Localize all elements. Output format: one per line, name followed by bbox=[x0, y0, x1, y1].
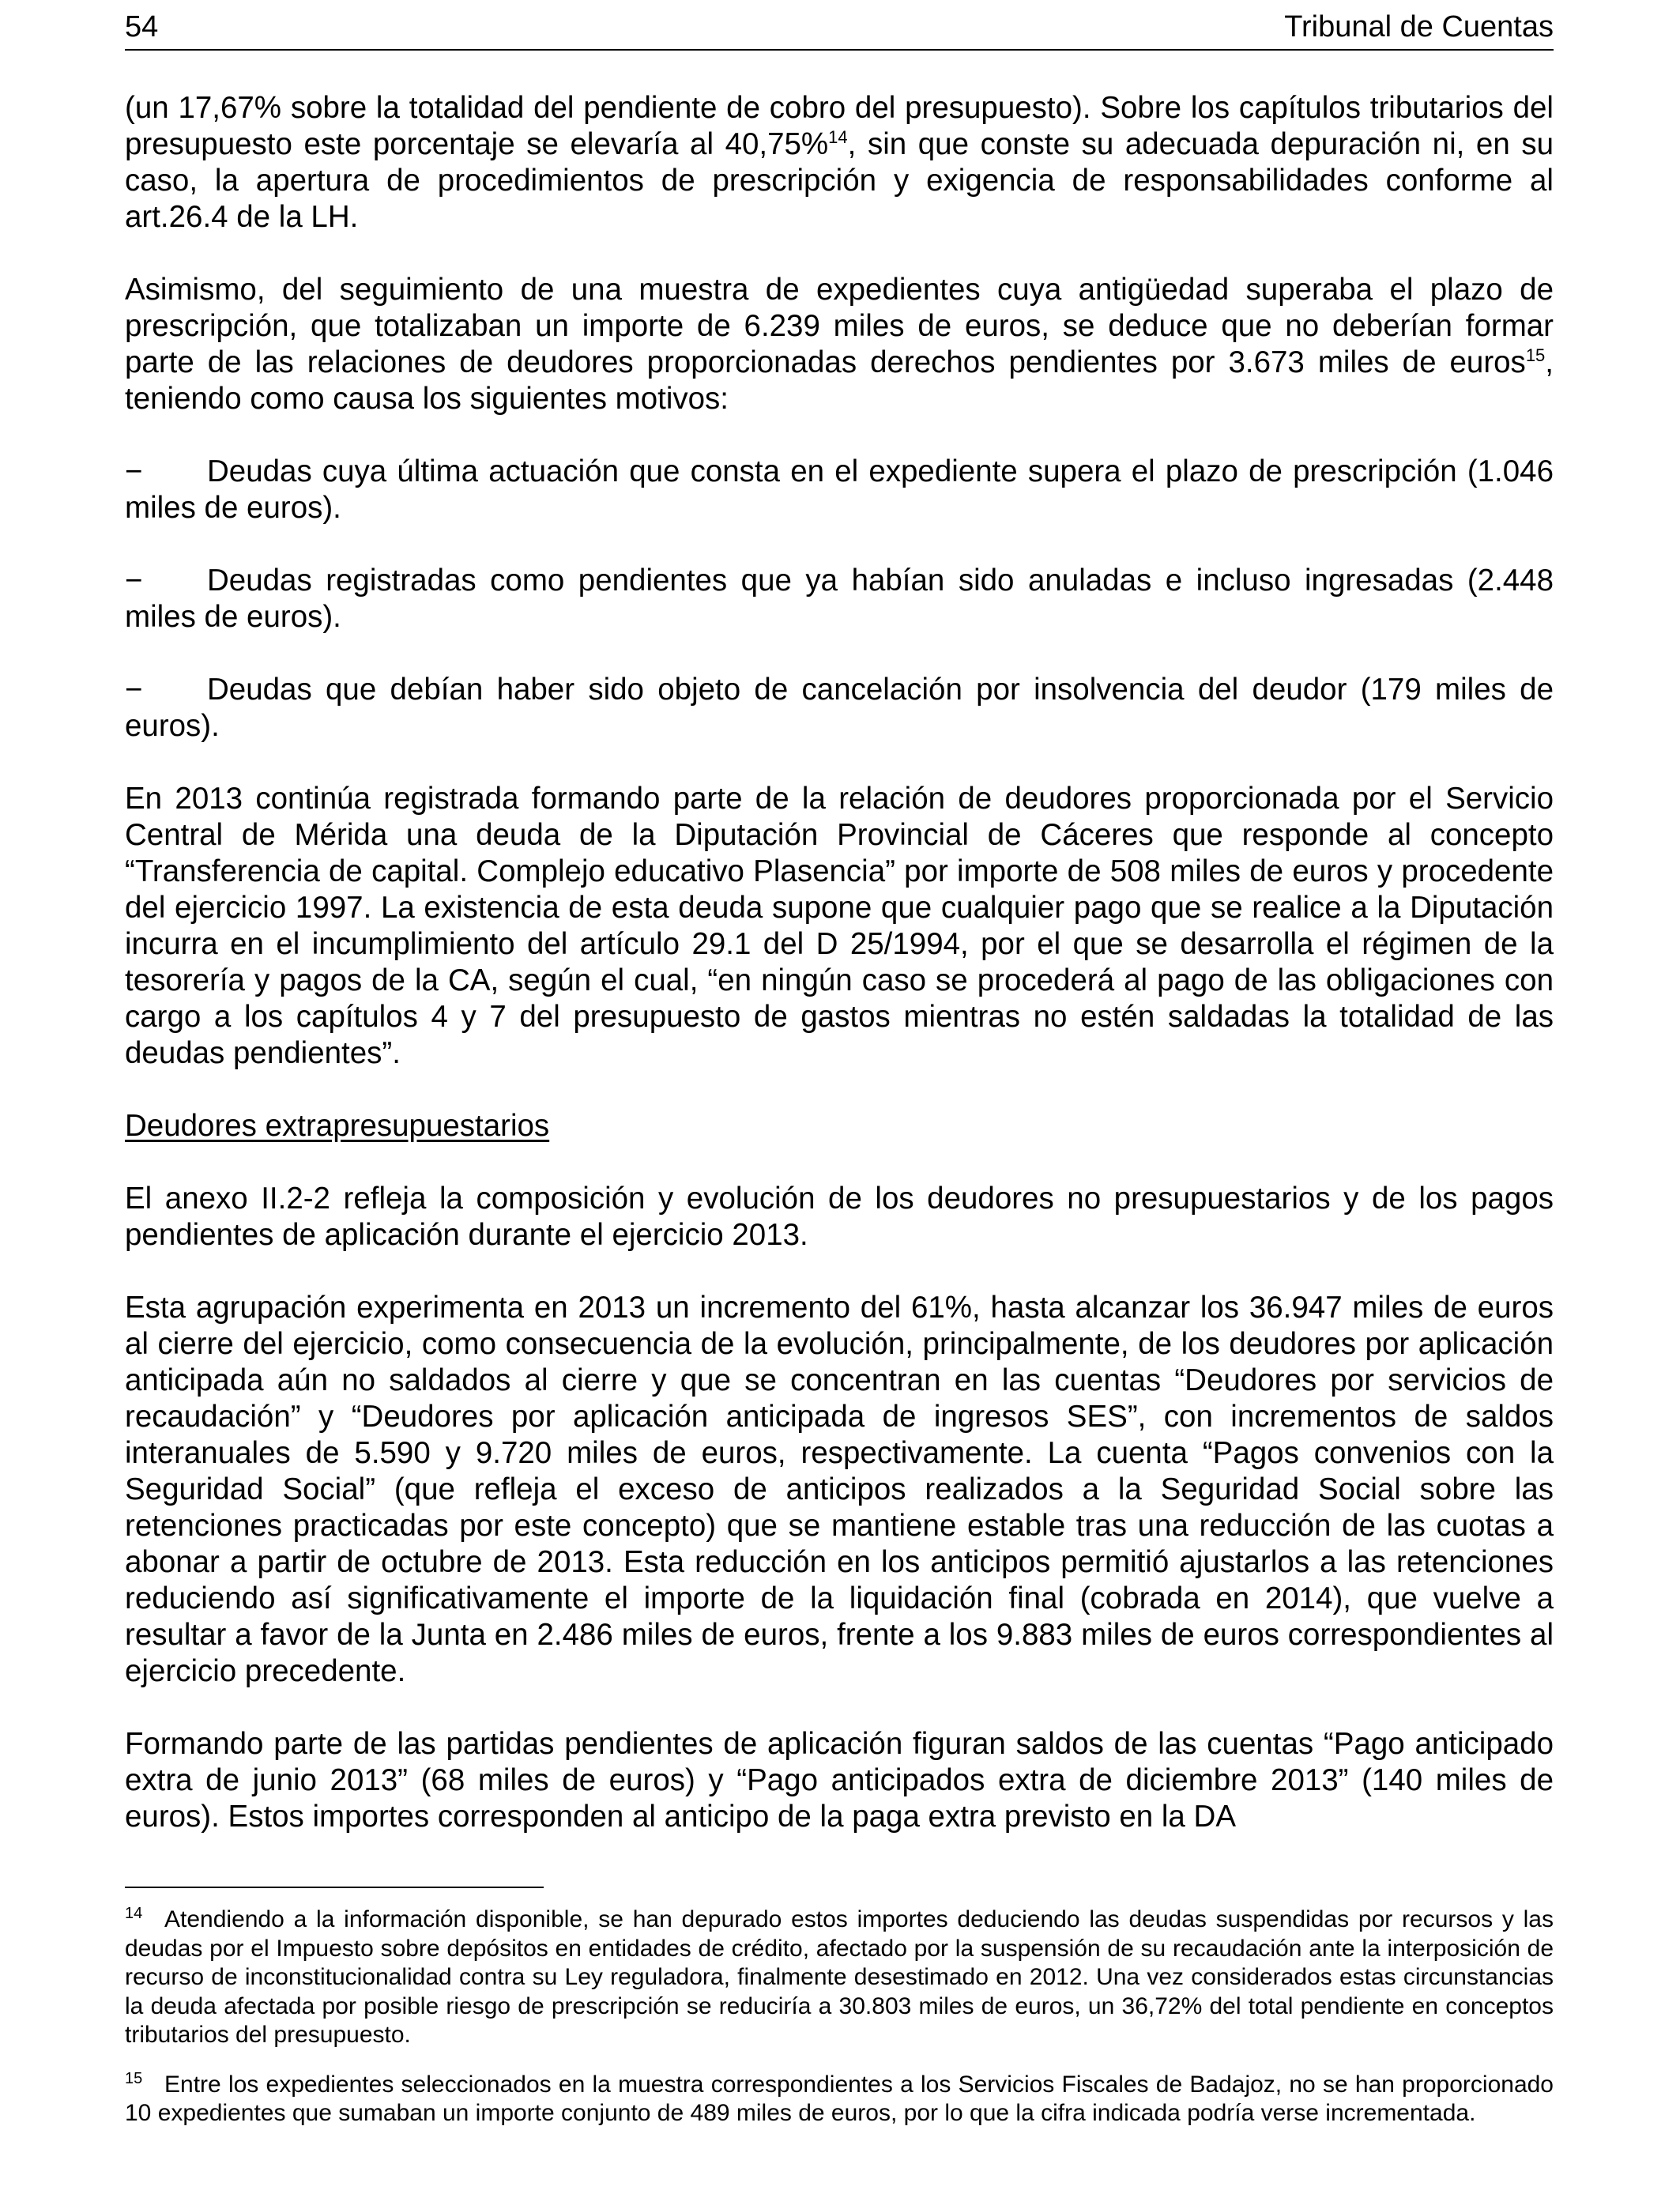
footnote-15: $^{15}$ Entre los expedientes seleccionados en la muestra correspondientes a los Servicios Fiscales de Badajoz, no se han proporcionado 10 expedientes que sumaban un importe conjunto de 489 miles de euros, por lo que la cifra indicada podría verse incrementada. bbox=[125, 2069, 1554, 2126]
list-item-1 bbox=[125, 454, 1554, 526]
page-header bbox=[125, 9, 1554, 51]
list-dash: − bbox=[125, 564, 143, 598]
section-heading-text: Deudores extrapresupuestarios bbox=[125, 1109, 550, 1143]
footnote-separator bbox=[125, 1887, 544, 1888]
paragraph-1-text-a: (un 17,67% sobre la totalidad del pendiente de cobro del presupuesto). Sobre los capítulos tributarios del presupuesto este porcentaje se elevaría al 40,75% bbox=[125, 91, 1554, 161]
list-item-2-text: Deudas registradas como pendientes que ya habían sido anuladas e incluso ingresadas (2.448 miles de euros). bbox=[125, 564, 1554, 634]
footnotes bbox=[125, 1906, 1554, 2149]
paragraph-4: El anexo II.2-2 refleja la composición y evolución de los deudores no presupuestarios y de los pagos pendientes de aplicación durante el ejercicio 2013. bbox=[125, 1182, 1554, 1252]
list-item-2 bbox=[125, 563, 1554, 635]
paragraph-1-text-b: , sin que conste su adecuada depuración ni, en su caso, la apertura de procedimientos de prescripción y exigencia de responsabilidades conforme al art.26.4 de la LH. bbox=[125, 127, 1554, 234]
section-heading bbox=[125, 1108, 1554, 1144]
paragraph-6: Formando parte de las partidas pendientes de aplicación figuran saldos de las cuentas “Pago anticipado extra de junio 2013” (68 miles de euros) y “Pago anticipados extra de diciembre 2013” (140 miles de euros). Estos importes corresponden al anticipo de la paga extra previsto en la DA bbox=[125, 1727, 1554, 1834]
footnote-ref-15: 15 bbox=[1525, 345, 1546, 366]
footnote-ref-14: 14 bbox=[828, 127, 848, 148]
list-item-1-text: Deudas cuya última actuación que consta en el expediente supera el plazo de prescripción (1.046 miles de euros). bbox=[125, 454, 1554, 525]
page-number: 54 bbox=[125, 10, 159, 43]
header-title: Tribunal de Cuentas bbox=[1284, 10, 1554, 43]
paragraph-3: En 2013 continúa registrada formando parte de la relación de deudores proporcionada por el Servicio Central de Mérida una deuda de la Diputación Provincial de Cáceres que responde al concepto “Transferencia de capital. Complejo educativo Plasencia” por importe de 508 miles de euros y procedente del ejercicio 1997. La existencia de esta deuda supone que cualquier pago que se realice a la Diputación incurra en el incumplimiento del artículo 29.1 del D 25/1994, por el que se desarrolla el régimen de la tesorería y pagos de la CA, según el cual, “en ningún caso se procederá al pago de las obligaciones con cargo a los capítulos 4 y 7 del presupuesto de gastos mientras no estén saldadas la totalidad de las deudas pendientes”. bbox=[125, 782, 1554, 1070]
list-dash: − bbox=[125, 673, 143, 707]
footnote-text: Atendiendo a la información disponible, se han depurado estos importes deduciendo las deudas suspendidas por recursos y las deudas por el Impuesto sobre depósitos en entidades de crédito, afectado por la suspensión de su recaudación ante la interposición de recurso de inconstitucionalidad contra su Ley reguladora, finalmente desestimado en 2012. Una vez considerados estas circunstancias la deuda afectada por posible riesgo de prescripción se reduciría a 30.803 miles de euros, un 36,72% del total pendiente en conceptos tributarios del presupuesto. bbox=[125, 1906, 1554, 2048]
paragraph-2-text-a: Asimismo, del seguimiento de una muestra de expedientes cuya antigüedad superaba el plazo de prescripción, que totalizaban un importe de 6.239 miles de euros, se deduce que no deberían formar parte de las relaciones de deudores proporcionadas derechos pendientes por 3.673 miles de euros bbox=[125, 273, 1554, 379]
footnote-text: Entre los expedientes seleccionados en la muestra correspondientes a los Servicios Fiscales de Badajoz, no se han proporcionado 10 expedientes que sumaban un importe conjunto de 489 miles de euros, por lo que la cifra indicada podría verse incrementada. bbox=[125, 2071, 1554, 2126]
paragraph-2-text-b: , teniendo como causa los siguientes motivos: bbox=[125, 345, 1554, 416]
paragraph-2 bbox=[125, 272, 1554, 417]
document-body bbox=[125, 90, 1554, 1872]
footnote-14: $^{14}$ Atendiendo a la información disponible, se han depurado estos importes deduciendo las deudas suspendidas por recursos y las deudas por el Impuesto sobre depósitos en entidades de crédito, afectado por la suspensión de su recaudación ante la interposición de recurso de inconstitucionalidad contra su Ley reguladora, finalmente desestimado en 2012. Una vez considerados estas circunstancias la deuda afectada por posible riesgo de prescripción se reduciría a 30.803 miles de euros, un 36,72% del total pendiente en conceptos tributarios del presupuesto. bbox=[125, 1905, 1554, 2048]
paragraph-1 bbox=[125, 90, 1554, 236]
list-dash: − bbox=[125, 454, 143, 488]
list-item-3-text: Deudas que debían haber sido objeto de cancelación por insolvencia del deudor (179 miles de euros). bbox=[125, 673, 1554, 743]
paragraph-5: Esta agrupación experimenta en 2013 un incremento del 61%, hasta alcanzar los 36.947 miles de euros al cierre del ejercicio, como consecuencia de la evolución, principalmente, de los deudores por aplicación anticipada aún no saldados al cierre y que se concentran en las cuentas “Deudores por servicios de recaudación” y “Deudores por aplicación anticipada de ingresos SES”, con incrementos de saldos interanuales de 5.590 y 9.720 miles de euros, respectivamente. La cuenta “Pagos convenios con la Seguridad Social” (que refleja el exceso de anticipos realizados a la Seguridad Social sobre las retenciones practicadas por este concepto) que se mantiene estable tras una reducción de las cuotas a abonar a partir de octubre de 2013. Esta reducción en los anticipos permitió ajustarlos a las retenciones reduciendo así significativamente el importe de la liquidación final (cobrada en 2014), que vuelve a resultar a favor de la Junta en 2.486 miles de euros, frente a los 9.883 miles de euros correspondientes al ejercicio precedente. bbox=[125, 1291, 1554, 1688]
list-item-3 bbox=[125, 672, 1554, 745]
